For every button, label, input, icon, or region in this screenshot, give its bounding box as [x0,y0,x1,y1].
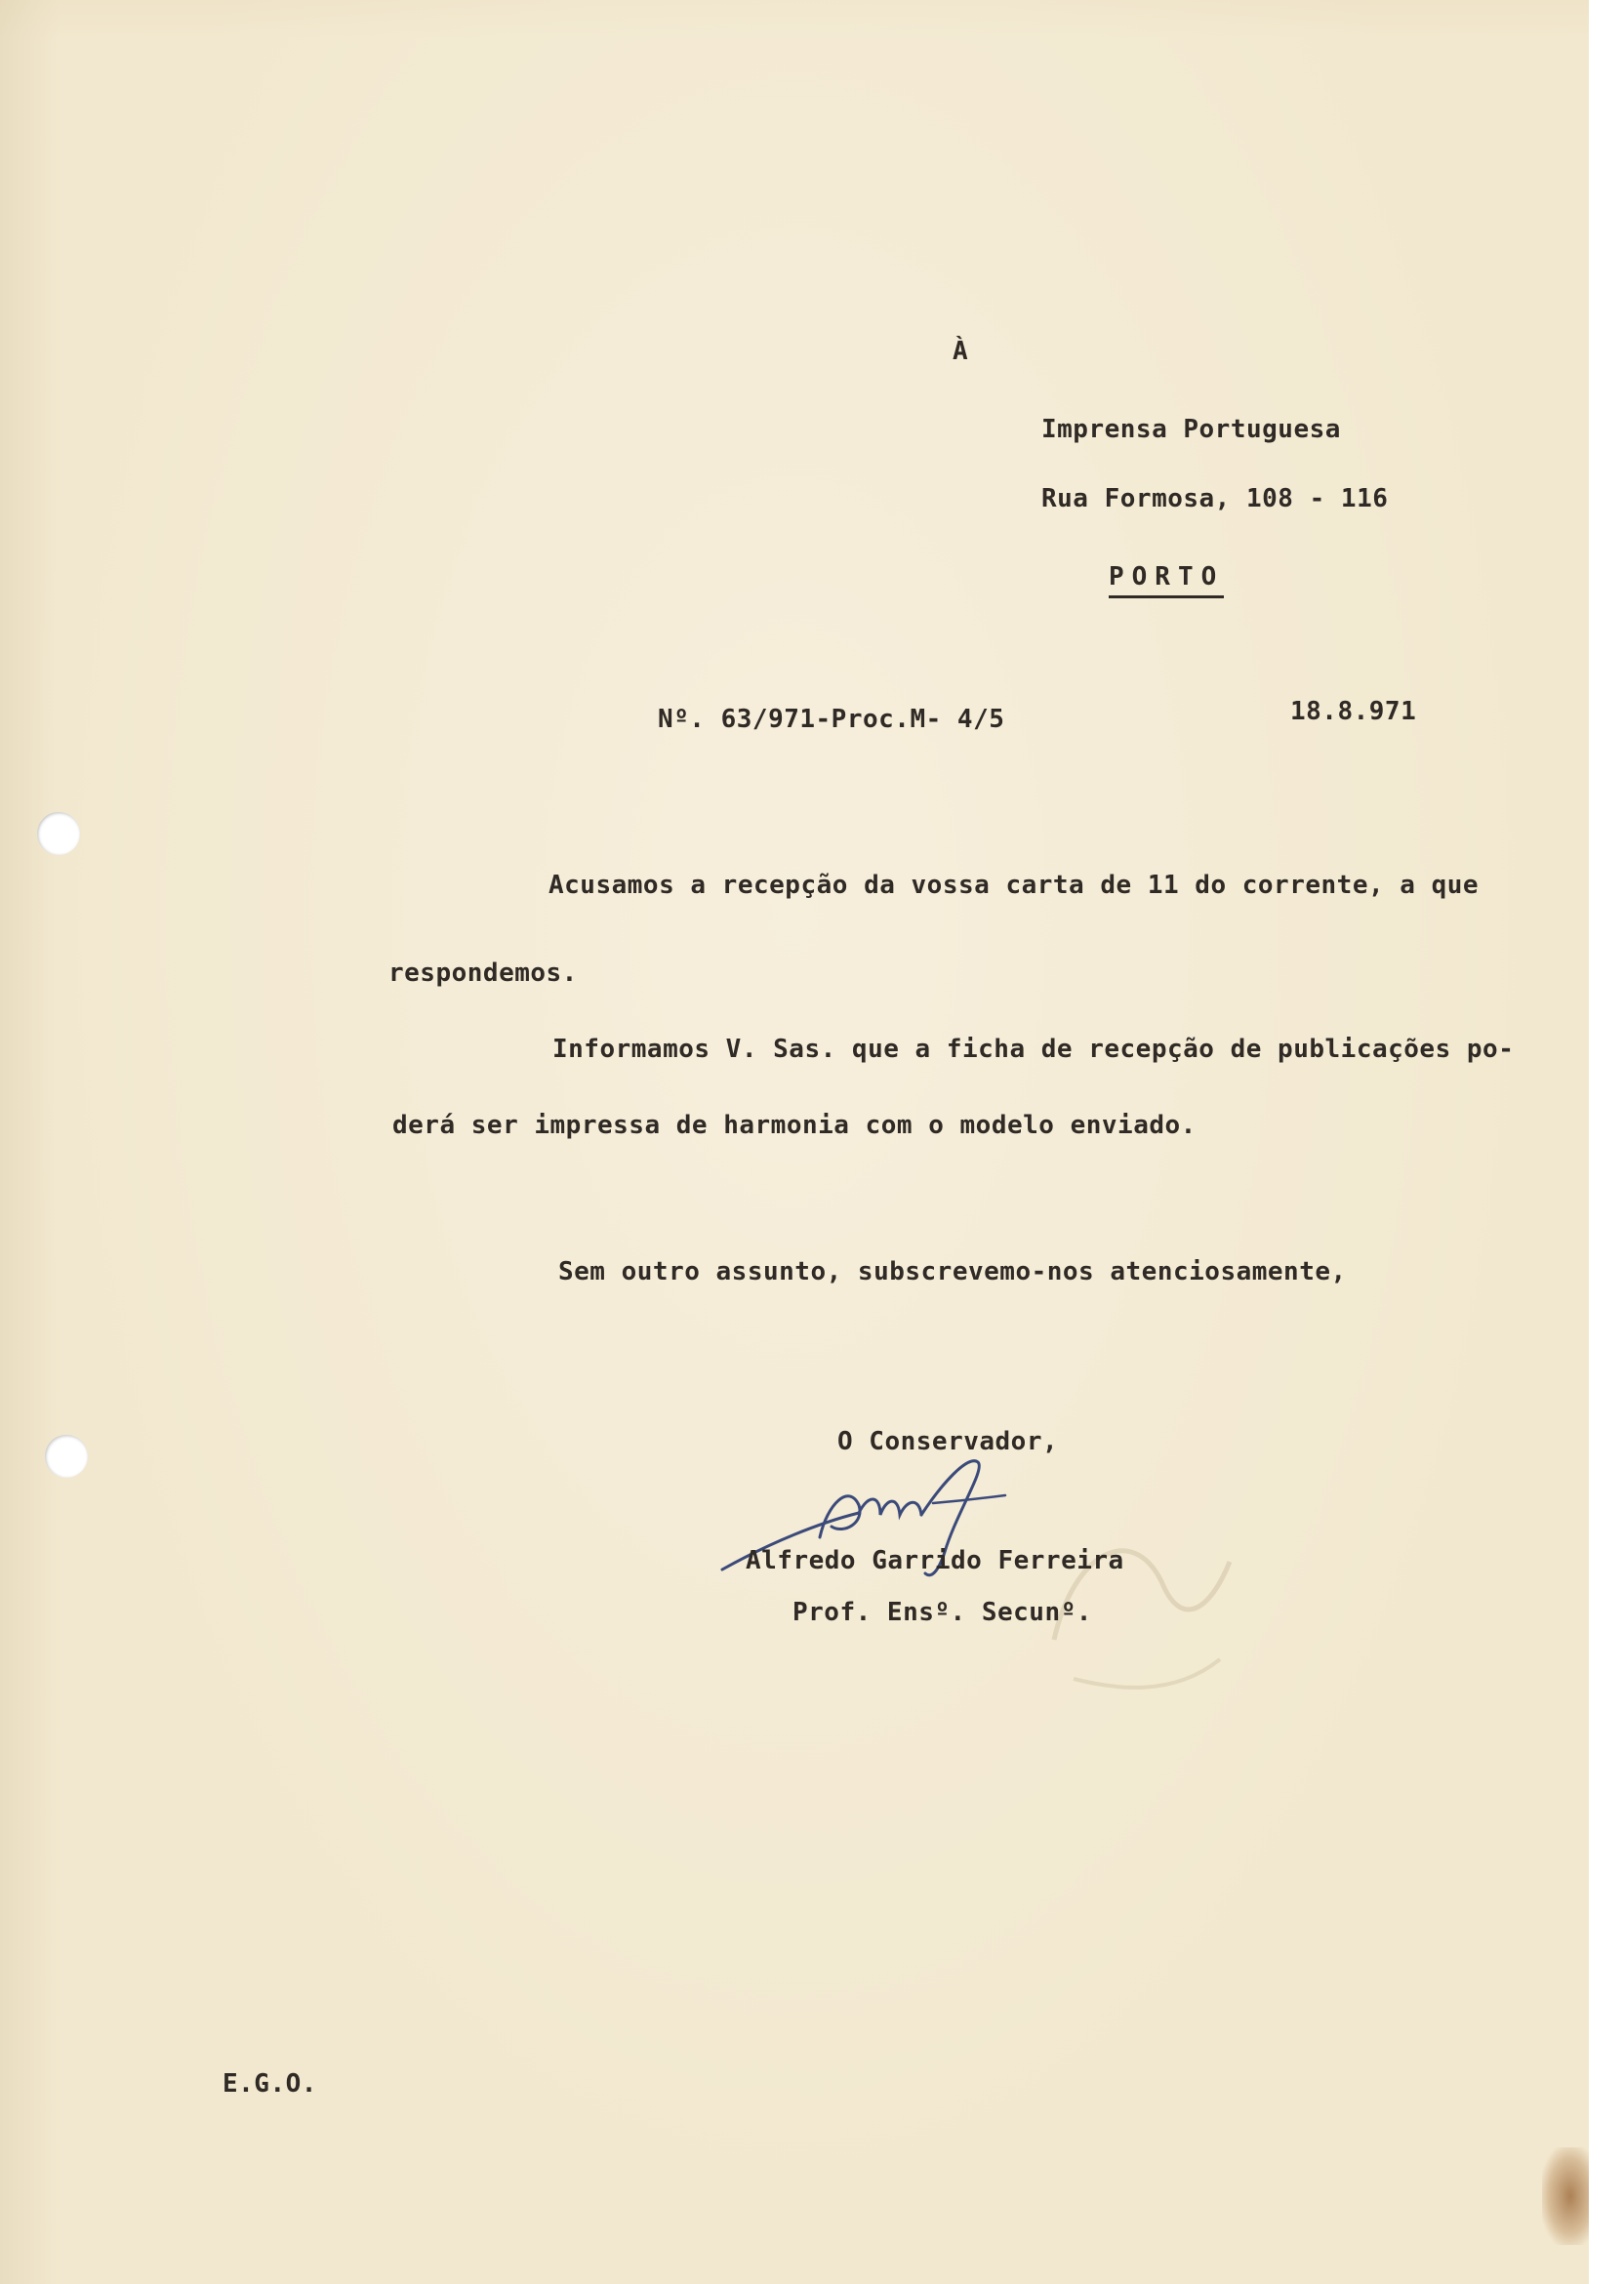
paragraph-2-line-2: derá ser impressa de harmonia com o modelo enviado. [392,1111,1197,1140]
recipient-street: Rua Formosa, 108 - 116 [1041,484,1389,513]
paragraph-2-line-1: Informamos V. Sas. que a ficha de recepção de publicações po- [552,1035,1515,1064]
rust-stain [1542,2147,1589,2245]
punch-hole-lower [45,1435,88,1478]
recipient-name: Imprensa Portuguesa [1041,415,1341,444]
signatory-role: Prof. Ensº. Secunº. [792,1598,1092,1627]
salutation-prefix: À [953,337,969,366]
recipient-city: PORTO [1109,562,1224,598]
typist-initials: E.G.O. [223,2069,317,2099]
punch-hole-upper [37,812,80,855]
letter-date: 18.8.971 [1290,697,1417,726]
signatory-name: Alfredo Garrido Ferreira [746,1546,1124,1575]
reference-number: Nº. 63/971-Proc.M- 4/5 [658,705,1005,734]
page-margin-right [1589,0,1624,2284]
signatory-title: O Conservador, [837,1427,1059,1456]
closing-line: Sem outro assunto, subscrevemo-nos atenciosamente, [558,1257,1347,1286]
paragraph-1-line-1: Acusamos a recepção da vossa carta de 11 do corrente, a que [548,871,1480,900]
paragraph-1-line-2: respondemos. [388,958,578,988]
